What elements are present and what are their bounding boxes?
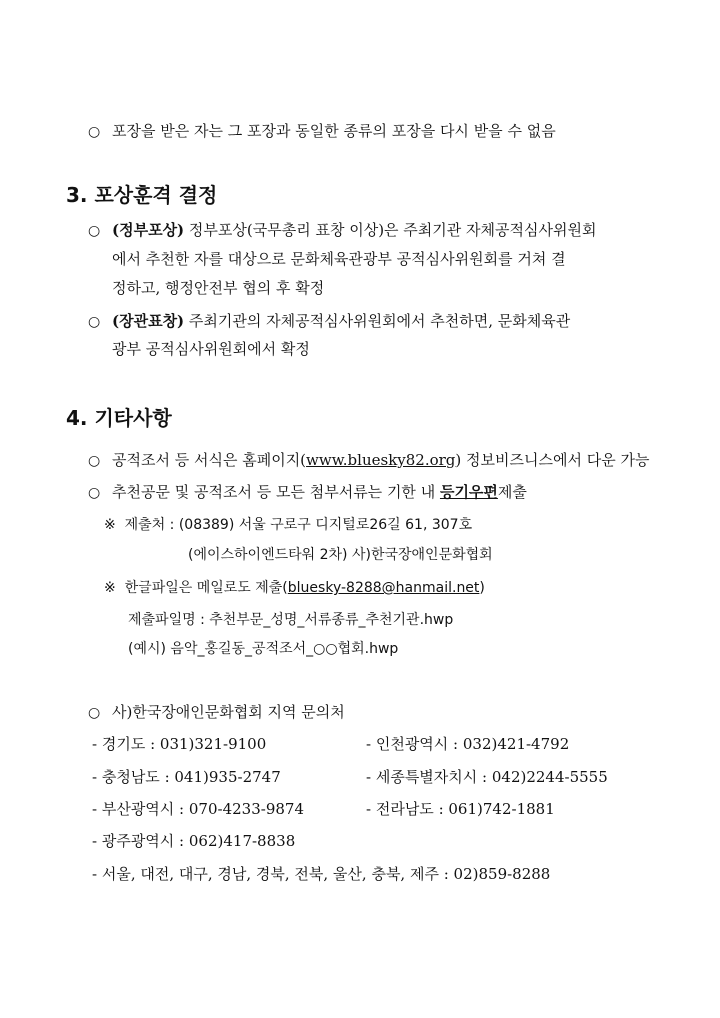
gov-award-item (88, 220, 596, 241)
gov-award-label: (정부포상) (112, 221, 185, 239)
contact-right: - 전라남도 : 061)742-1881 (366, 800, 555, 818)
contact-right: - 인천광역시 : 032)421-4792 (366, 735, 570, 753)
minister-award-line2: 광부 공적심사위원회에서 확정 (112, 340, 310, 358)
circle-bullet-icon: ○ (88, 223, 101, 239)
minister-award-line1: 주최기관의 자체공적심사위원회에서 추천하면, 문화체육관 (184, 312, 571, 330)
forms-download-item (88, 450, 649, 471)
circle-bullet-icon: ○ (88, 453, 101, 469)
submission-text-pre: 추천공문 및 공적조서 등 모든 첨부서류는 기한 내 (112, 483, 440, 501)
contact-right: - 세종특별자치시 : 042)2244-5555 (366, 768, 608, 786)
contacts-title-text: 사)한국장애인문화협회 지역 문의처 (112, 703, 345, 721)
registered-mail-emphasis: 등기우편 (439, 483, 498, 501)
contacts-title (88, 702, 345, 723)
award-restriction-text: 포장을 받은 자는 그 포장과 동일한 종류의 포장을 다시 받을 수 없음 (112, 122, 556, 140)
submission-address-line2: (에이스하이엔드타워 2차) 사)한국장애인문화협회 (188, 547, 493, 563)
circle-bullet-icon: ○ (88, 705, 101, 721)
circle-bullet-icon: ○ (88, 124, 101, 140)
filename-format: 제출파일명 : 추천부문_성명_서류종류_추천기관.hwp (128, 612, 454, 628)
filename-example: (예시) 음악_홍길동_공적조서_○○협회.hwp (128, 641, 399, 657)
forms-text-post: ) 정보비즈니스에서 다운 가능 (455, 451, 650, 469)
section-3-title: 3. 포상훈격 결정 (66, 183, 218, 207)
award-restriction-item (88, 121, 556, 142)
minister-award-item (88, 311, 570, 332)
contact-left: - 충청남도 : 041)935-2747 (92, 768, 281, 786)
contact-left: - 서울, 대전, 대구, 경남, 경북, 전북, 울산, 충북, 제주 : 02)859-8288 (92, 865, 551, 883)
gov-award-line3: 정하고, 행정안전부 협의 후 확정 (112, 279, 325, 297)
email-text-post: ) (479, 580, 485, 596)
section-4-title: 4. 기타사항 (66, 406, 172, 430)
email-link[interactable]: bluesky-8288@hanmail.net (287, 580, 480, 596)
reference-mark-icon: ※ (104, 580, 116, 596)
forms-text-pre: 공적조서 등 서식은 홈페이지( (112, 451, 307, 469)
homepage-link[interactable]: www.bluesky82.org (306, 451, 456, 469)
gov-award-line2: 에서 추천한 자를 대상으로 문화체육관광부 공적심사위원회를 거쳐 결 (112, 250, 566, 268)
circle-bullet-icon: ○ (88, 314, 101, 330)
email-text-pre: 한글파일은 메일로도 제출( (124, 580, 288, 596)
gov-award-line1: 정부포상(국무총리 표창 이상)은 주최기관 자체공적심사위원회 (184, 221, 597, 239)
submission-address-line1 (104, 515, 472, 535)
circle-bullet-icon: ○ (88, 485, 101, 501)
contact-left: - 부산광역시 : 070-4233-9874 (92, 800, 304, 818)
email-submission-line (104, 578, 485, 598)
reference-mark-icon: ※ (104, 517, 116, 533)
minister-award-label: (장관표창) (112, 312, 185, 330)
submission-text-post: 제출 (497, 483, 527, 501)
contact-left: - 광주광역시 : 062)417-8838 (92, 832, 296, 850)
submission-item (88, 482, 527, 503)
address-text: 제출처 : (08389) 서울 구로구 디지털로26길 61, 307호 (124, 517, 473, 533)
contact-left: - 경기도 : 031)321-9100 (92, 735, 267, 753)
